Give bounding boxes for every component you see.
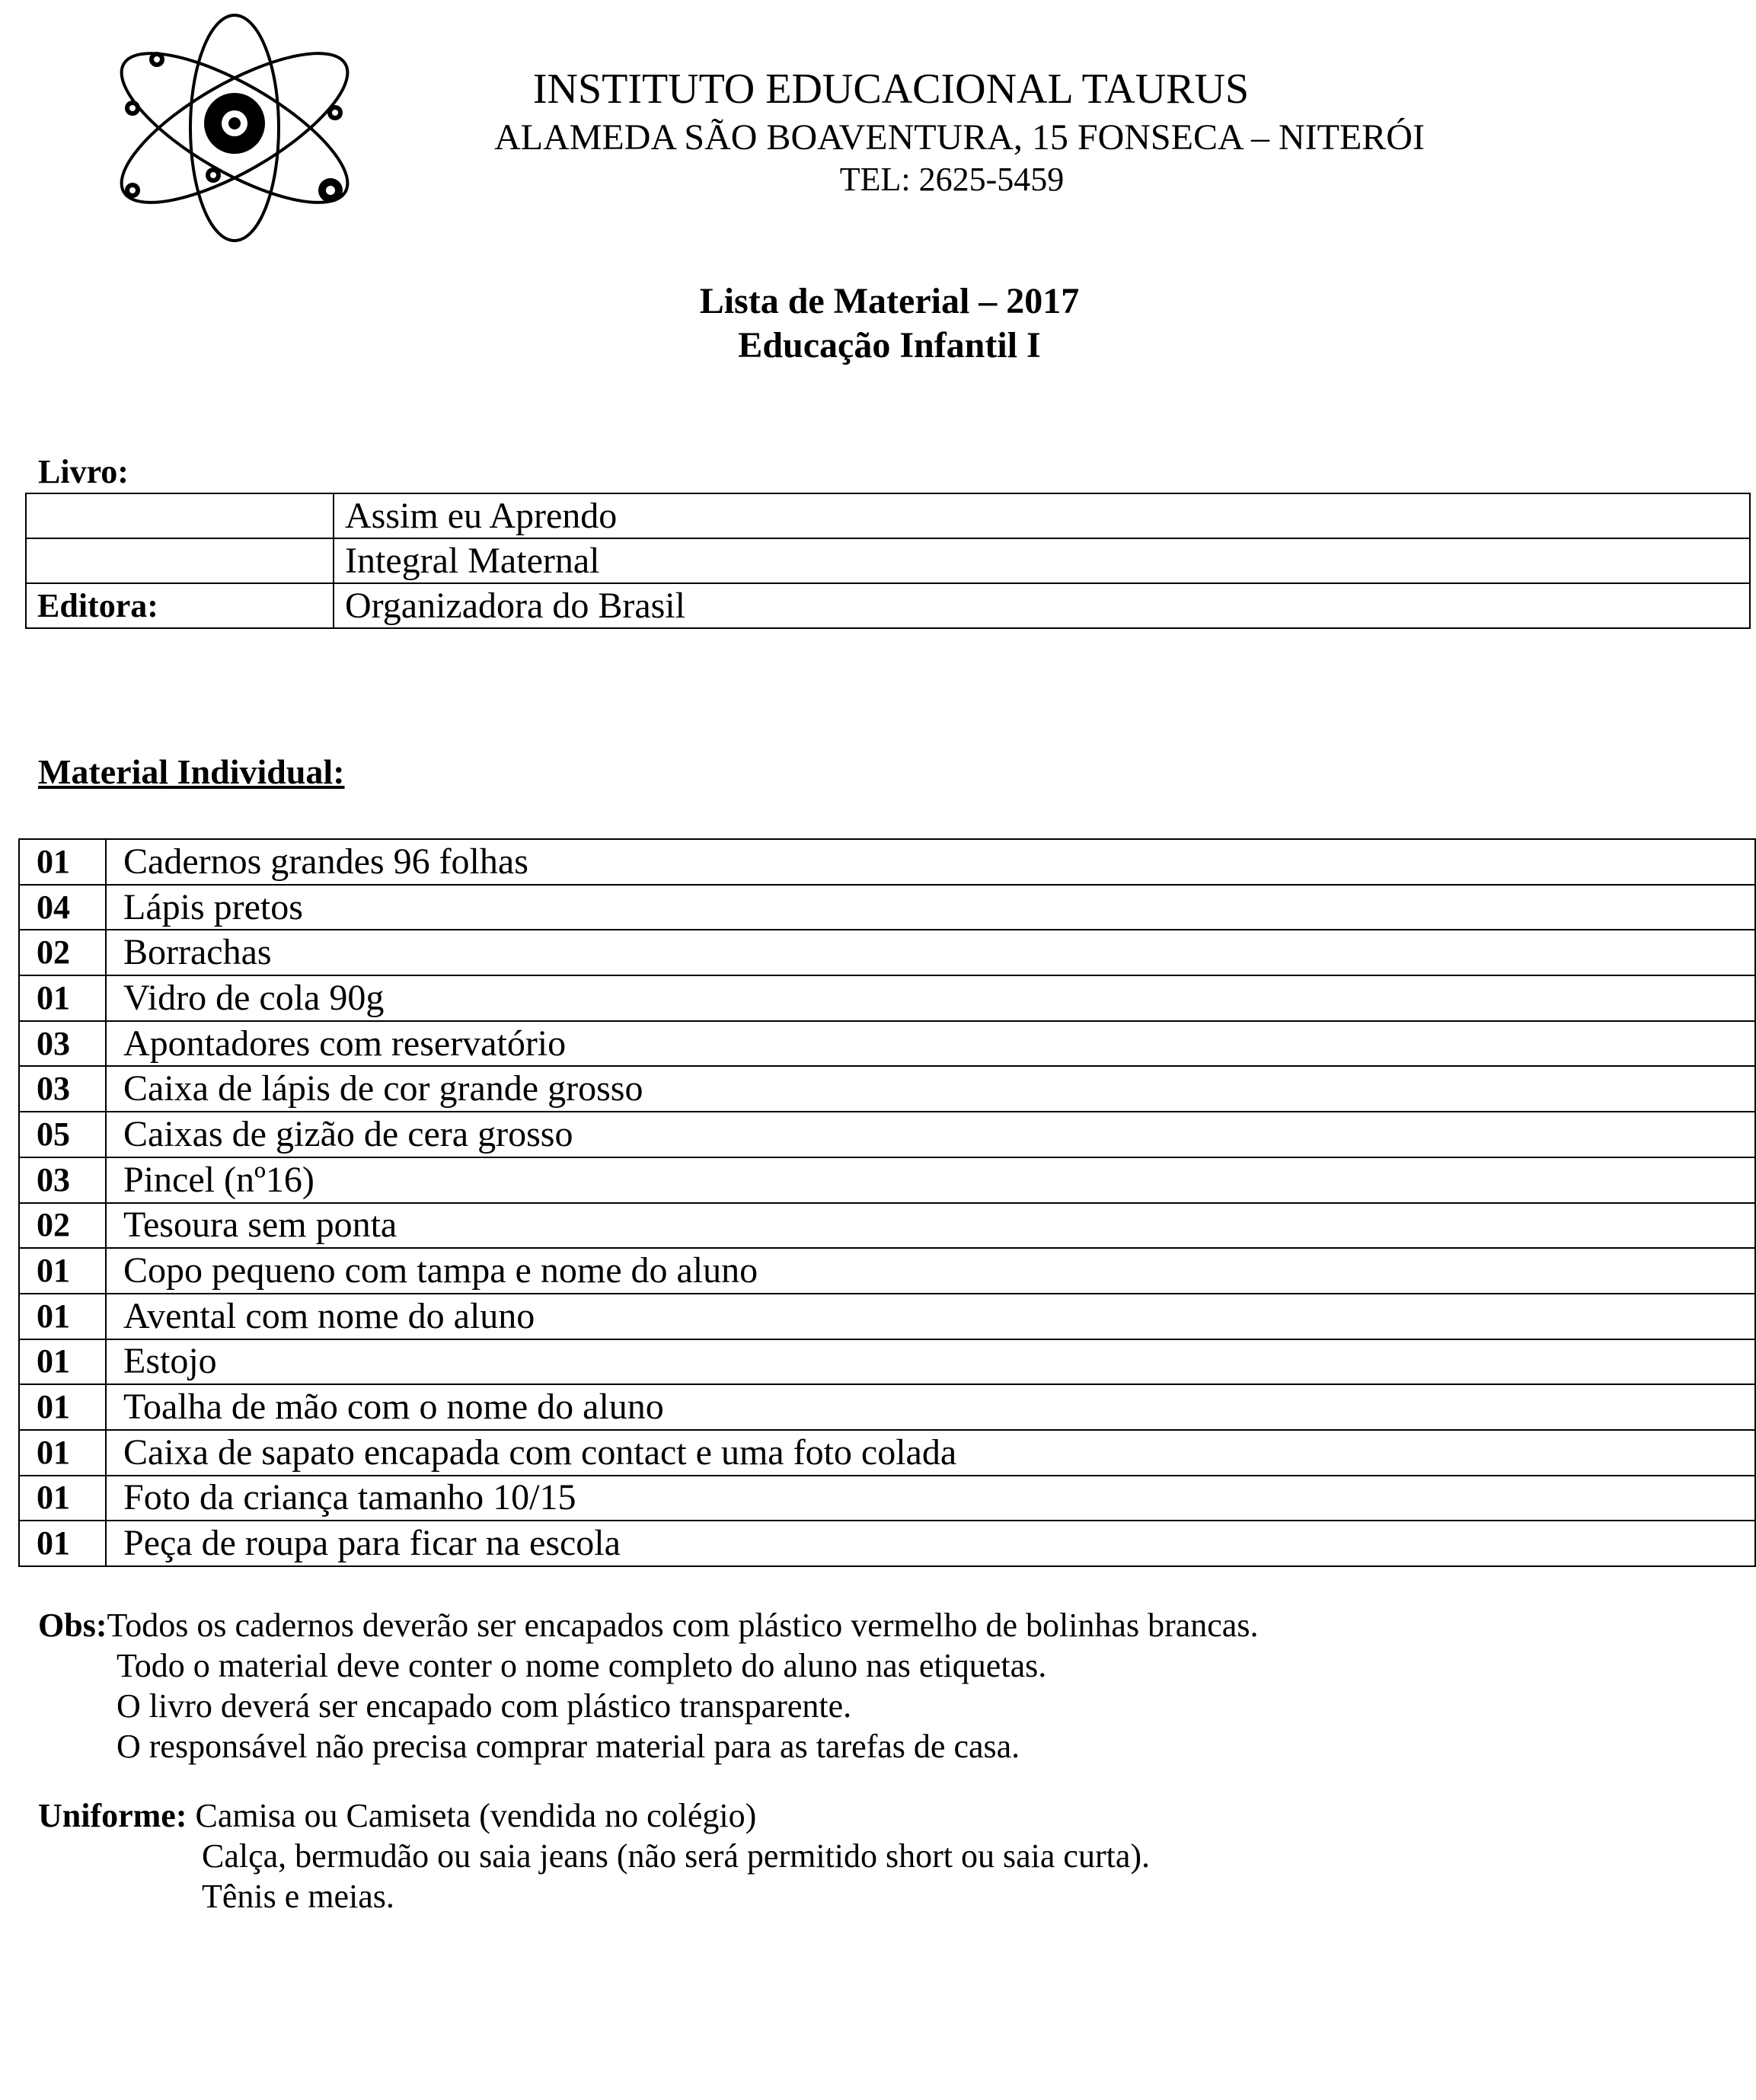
item-desc: Caixas de gizão de cera grosso <box>106 1112 1755 1157</box>
book-table <box>25 493 1751 629</box>
item-qty: 01 <box>19 1521 106 1566</box>
observation-line: Todo o material deve conter o nome completo do aluno nas etiquetas. <box>117 1647 1047 1684</box>
table-row <box>19 1203 1755 1249</box>
institution-phone: TEL: 2625-5459 <box>839 161 1065 198</box>
item-desc: Caixa de sapato encapada com contact e uma foto colada <box>106 1430 1755 1476</box>
item-qty: 03 <box>19 1021 106 1067</box>
material-section-label: Material Individual: <box>38 752 345 791</box>
table-row <box>19 1476 1755 1521</box>
item-qty: 02 <box>19 930 106 975</box>
table-row <box>19 1248 1755 1294</box>
item-qty: 01 <box>19 839 106 885</box>
item-qty: 01 <box>19 1294 106 1339</box>
observation-line: O livro deverá ser encapado com plástico transparente. <box>117 1687 852 1725</box>
item-desc: Cadernos grandes 96 folhas <box>106 839 1755 885</box>
document-subtitle: Educação Infantil I <box>738 325 1041 365</box>
item-desc: Avental com nome do aluno <box>106 1294 1755 1339</box>
table-row <box>19 1021 1755 1067</box>
item-qty: 03 <box>19 1066 106 1112</box>
item-desc: Caixa de lápis de cor grande grosso <box>106 1066 1755 1112</box>
item-qty: 01 <box>19 1476 106 1521</box>
item-qty: 03 <box>19 1157 106 1203</box>
observation-line: Todos os cadernos deverão ser encapados com plástico vermelho de bolinhas brancas. <box>107 1607 1259 1644</box>
table-row <box>19 1294 1755 1339</box>
uniform-label: Uniforme: <box>38 1797 187 1834</box>
uniform-line: Camisa ou Camiseta (vendida no colégio) <box>195 1797 757 1834</box>
uniform-block <box>38 1795 1150 1916</box>
book-row-label <box>26 493 334 538</box>
item-desc: Toalha de mão com o nome do aluno <box>106 1384 1755 1430</box>
book-section-label: Livro: <box>38 453 129 490</box>
table-row <box>19 885 1755 930</box>
book-row-label: Editora: <box>26 583 334 628</box>
table-row <box>19 1384 1755 1430</box>
item-qty: 01 <box>19 1248 106 1294</box>
item-qty: 05 <box>19 1112 106 1157</box>
table-row <box>26 583 1750 628</box>
table-row <box>19 930 1755 975</box>
item-qty: 02 <box>19 1203 106 1249</box>
item-desc: Borrachas <box>106 930 1755 975</box>
item-desc: Apontadores com reservatório <box>106 1021 1755 1067</box>
book-row-value: Organizadora do Brasil <box>334 583 1750 628</box>
item-desc: Vidro de cola 90g <box>106 975 1755 1021</box>
item-desc: Foto da criança tamanho 10/15 <box>106 1476 1755 1521</box>
uniform-line: Tênis e meias. <box>202 1878 394 1915</box>
item-qty: 01 <box>19 1430 106 1476</box>
item-qty: 04 <box>19 885 106 930</box>
institution-address: ALAMEDA SÃO BOAVENTURA, 15 FONSECA – NITERÓI <box>494 117 1425 158</box>
table-row <box>26 538 1750 583</box>
table-row <box>19 1112 1755 1157</box>
item-desc: Peça de roupa para ficar na escola <box>106 1521 1755 1566</box>
material-table <box>18 838 1756 1567</box>
table-row <box>19 975 1755 1021</box>
item-qty: 01 <box>19 975 106 1021</box>
table-row <box>26 493 1750 538</box>
item-desc: Tesoura sem ponta <box>106 1203 1755 1249</box>
item-desc: Pincel (nº16) <box>106 1157 1755 1203</box>
table-row <box>19 1157 1755 1203</box>
book-row-label <box>26 538 334 583</box>
table-row <box>19 1521 1755 1566</box>
observations-block <box>38 1605 1258 1766</box>
table-row <box>19 1066 1755 1112</box>
uniform-line: Calça, bermudão ou saia jeans (não será permitido short ou saia curta). <box>202 1837 1150 1875</box>
observations-label: Obs: <box>38 1607 107 1644</box>
document-title: Lista de Material – 2017 <box>699 281 1080 321</box>
observation-line: O responsável não precisa comprar material para as tarefas de casa. <box>117 1728 1020 1765</box>
table-row <box>19 1430 1755 1476</box>
table-row <box>19 839 1755 885</box>
item-qty: 01 <box>19 1339 106 1385</box>
item-desc: Estojo <box>106 1339 1755 1385</box>
item-qty: 01 <box>19 1384 106 1430</box>
item-desc: Copo pequeno com tampa e nome do aluno <box>106 1248 1755 1294</box>
book-row-value: Integral Maternal <box>334 538 1750 583</box>
book-row-value: Assim eu Aprendo <box>334 493 1750 538</box>
atom-logo-icon <box>105 11 364 245</box>
table-row <box>19 1339 1755 1385</box>
institution-name: INSTITUTO EDUCACIONAL TAURUS <box>532 65 1250 113</box>
item-desc: Lápis pretos <box>106 885 1755 930</box>
